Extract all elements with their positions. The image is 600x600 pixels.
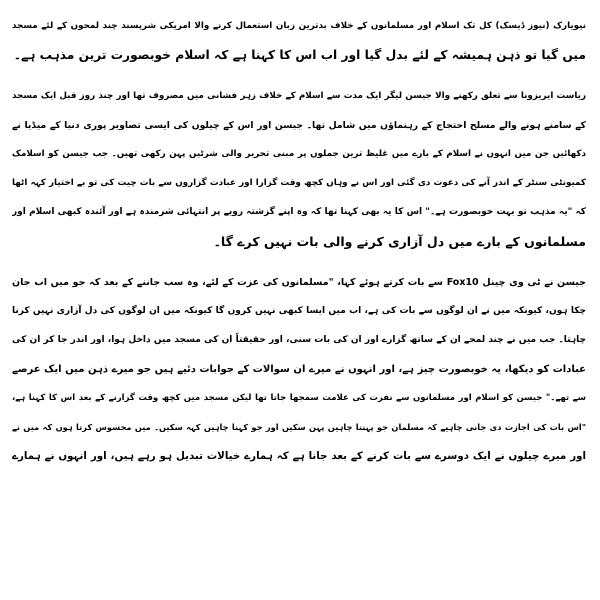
text-line: کے سامنے ہونے والے مسلح احتجاج کے رہنماؤں میں شامل تھا۔ جیسن اور اس کے چیلوں کی ایسی تصاویر پوری دنیا کے میڈیا نے [12, 120, 586, 131]
text-line: چاہتا۔ جب میں نے چند لمحے ان کے ساتھ گزارے اور ان کی بات سنی، اور حقیقتاً ان کی مسجد میں داخل ہوا، اور اندر جا کر ان کی [12, 335, 586, 345]
text-line: چکا ہوں، کیونکہ میں نے ان لوگوں سے بات کی ہے، اب میں ایسا کبھی نہیں کروں گا کیونکہ میں ان لوگوں کی دل آزاری نہیں کرنا [12, 306, 586, 316]
text-line: ریاست ایریزونا سے تعلق رکھنے والا جیسن لیگر ایک مدت سے اسلام کے خلاف زہر فشانی میں مصروف تھا اور چند روز قبل ایک مسجد [12, 91, 586, 101]
text-line: کمیونٹی سنٹر کے اندر آنے کی دعوت دی گئی اور اس نے وہاں کچھ وقت گزارا اور عبادت گزاروں سے بات چیت کی تو بے اختیار کہہ اٹھا [12, 178, 586, 188]
paragraph-background [12, 82, 586, 256]
paragraph-interview [12, 268, 586, 471]
text-line: میں گیا تو ذہن ہمیشہ کے لئے بدل گیا اور اب اس کا کہنا ہے کہ اسلام خوبصورت ترین مذہب ہے۔ [13, 48, 586, 62]
text-line: کہ "یہ مذہب تو بہت خوبصورت ہے۔" اس کا یہ بھی کہنا تھا کہ وہ اپنے گزشتہ رویے پر انتہائی شرمندہ ہے اور آئندہ کبھی اسلام اور [12, 207, 586, 217]
text-line: اور میرے چیلوں نے ایک دوسرے سے بات کرنے کے بعد جانا ہے کہ ہمارے خیالات تبدیل ہو رہے ہیں، اور انہوں نے ہمارے [12, 450, 586, 462]
paragraph-intro [12, 12, 586, 70]
text-line: نیویارک (نیوز ڈیسک) کل تک اسلام اور مسلمانوں کے خلاف بدترین زبان استعمال کرنے والا امریکی شرپسند چند لمحوں کے لئے مسجد [12, 21, 586, 31]
text-line: "اس بات کی اجازت دی جانی چاہیے کہ مسلمان جو پہننا چاہیں پہن سکیں اور جو کہنا چاہیں کہہ سکیں۔ میں محسوس کرتا ہوں کہ میں نے [12, 422, 586, 432]
text-line: جیسن نے ٹی وی چینل Fox10 سے بات کرتے ہوئے کہا، "مسلمانوں کی عزت کے لئے، وہ سب جاننے کے بعد کہ جو میں اب جان [12, 277, 586, 288]
text-line: دکھائیں جن میں انہوں نے اسلام کے بارے میں غلیظ ترین جملوں پر مبنی تحریر والی شرٹیں پہن رکھی تھیں۔ جب جیسن کو اسلامک [12, 149, 586, 159]
text-line: عبادات کو دیکھا، یہ خوبصورت چیز ہے، اور انہوں نے میرے ان سوالات کے جوابات دئیے ہیں جو میرے ذہن میں ایک عرصے [12, 364, 586, 375]
text-line: مسلمانوں کے بارے میں دل آزاری کرنے والی بات نہیں کرے گا۔ [213, 234, 586, 249]
text-line: سے تھے۔" جیسن کو اسلام اور مسلمانوں سے نفرت کی علامت سمجھا جاتا تھا لیکن مسجد میں کچھ وقت گزارنے کے بعد اس کا کہنا ہے، [12, 393, 586, 403]
